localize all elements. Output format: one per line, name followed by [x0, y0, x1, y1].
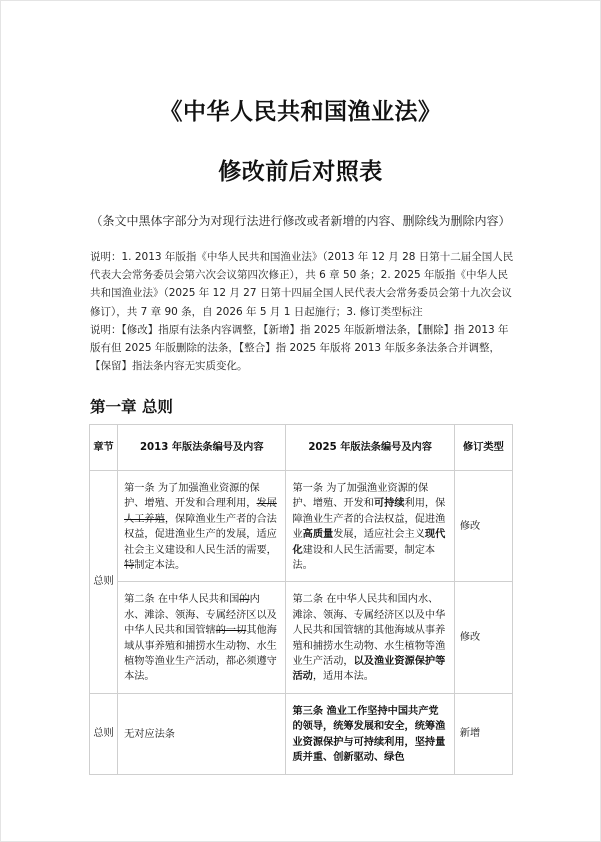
- explanatory-notes: [90, 248, 515, 375]
- notes-paragraph-2: 说明：【修改】指原有法条内容调整，【新增】指 2025 年版新增法条，【删除】指 2013 年版有但 2025 年版删除的法条，【整合】指 2025 年版将 2013 年版多条法条合并调整，【保留】指法条内容无实质变化。: [90, 323, 509, 373]
- amended-text: 第三条 渔业工作坚持中国共产党的领导，统筹发展和安全，统筹渔业资源保护与可持续利用，坚持量质并重、创新驱动、绿色: [292, 705, 446, 764]
- article-text: 建设和人民生活需要，制定本法。: [292, 544, 436, 572]
- deleted-text: 特: [124, 560, 135, 572]
- header-2013-version: 2013 年版法条编号及内容: [118, 425, 286, 471]
- table-row: [90, 582, 513, 693]
- header-chapter: 章节: [90, 425, 118, 471]
- article-text: 制定本法。: [134, 560, 186, 572]
- document-title-line-1: 《中华人民共和国渔业法》: [159, 99, 442, 125]
- comparison-table: [89, 424, 513, 775]
- amended-text: 高质量: [302, 529, 334, 541]
- article-text: 利用，保障渔业生产者的合法权益，促进渔业: [292, 498, 446, 541]
- deleted-text: 的一切: [215, 625, 247, 637]
- article-text: 第二条 在中华人民共和国内水、滩涂、领海、专属经济区以及中华人民共和国管辖的其他海域从事养殖和捕捞水生动物、水生植物等渔业生产活动，: [292, 594, 446, 668]
- article-text: 其他海域从事养殖和捕捞水生动物、水生植物等渔业生产活动，都必须遵守本法。: [124, 625, 277, 683]
- table-row: [90, 471, 513, 582]
- document-subtitle: （条文中黑体字部分为对现行法进行修改或者新增的内容、删除线为删除内容）: [90, 214, 511, 228]
- chapter-cell: 总则: [90, 471, 118, 694]
- header-revision-type: 修订类型: [454, 425, 512, 471]
- chapter-heading: 第一章 总则: [90, 398, 173, 416]
- deleted-text: 发展人工养殖: [124, 498, 277, 525]
- chapter-cell: 总则: [90, 693, 118, 774]
- amended-text: 可持续: [373, 498, 405, 510]
- article-text: ，保障渔业生产者的合法权益，促进渔业生产的发展，适应社会主义建设和人民生活的需要，: [124, 513, 277, 556]
- article-text: ，适用本法。: [312, 671, 374, 683]
- header-2025-version: 2025 年版法条编号及内容: [286, 425, 454, 471]
- new-article-cell: [286, 471, 454, 582]
- table-header-row: [90, 425, 513, 471]
- old-article-cell: [118, 582, 286, 693]
- document-title-line-2: 修改前后对照表: [218, 159, 383, 185]
- old-article-cell: 无对应法条: [118, 693, 286, 774]
- revision-type-cell: 修改: [454, 471, 512, 582]
- article-text: 第一条 为了加强渔业资源的保护、增殖、开发和合理利用，: [124, 483, 260, 510]
- article-text: 内水、滩涂、领海、专属经济区以及中华人民共和国管辖: [124, 594, 277, 637]
- table-row: [90, 693, 513, 774]
- revision-type-cell: 修改: [454, 582, 512, 693]
- old-article-cell: [118, 471, 286, 582]
- revision-type-cell: 新增: [454, 693, 512, 774]
- article-text: 第一条 为了加强渔业资源的保护、增殖、开发和: [292, 483, 429, 510]
- amended-text: 以及渔业资源保护等活动: [292, 656, 446, 683]
- deleted-text: 的: [239, 594, 250, 606]
- new-article-cell: [286, 693, 454, 774]
- article-text: 发展，适应社会主义: [333, 529, 425, 541]
- new-article-cell: [286, 582, 454, 693]
- notes-paragraph-1: 说明：1. 2013 年版指《中华人民共和国渔业法》（2013 年 12 月 28 日第十二届全国人民代表大会常务委员会第六次会议第四次修正），共 6 章 50 条；2. 2025 年版指《中华人民共和国渔业法》（2025 年 12 月 27 日第十四届全国人民代表大会常务委员会第十九次会议修订），共 7 章 90 条，自 2026 年 5 月 1 日起施行；3. 修订类型标注: [90, 251, 514, 318]
- article-text: 第二条 在中华人民共和国: [124, 594, 240, 606]
- amended-text: 现代化: [292, 529, 446, 556]
